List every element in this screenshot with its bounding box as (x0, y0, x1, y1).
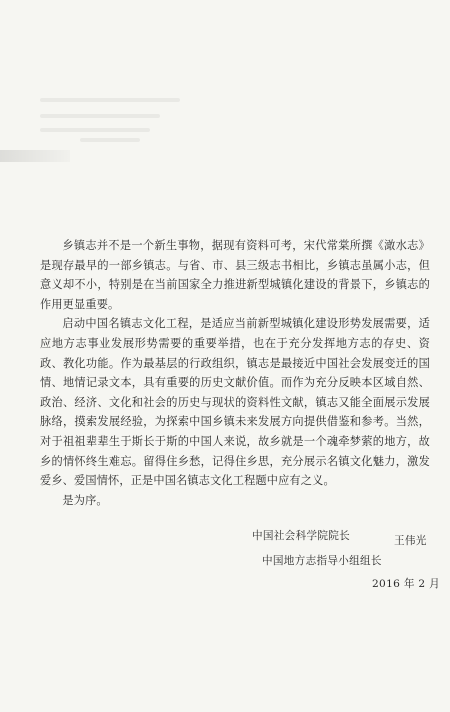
signature-date: 2016 年 2 月 (372, 578, 440, 590)
show-through-mark (40, 98, 180, 102)
preface-closing: 是为序。 (62, 493, 108, 507)
preface-paragraph-2: 启动中国名镇志文化工程，是适应当前新型城镇化建设形势发展需要，适应地方志事业发展形势需要的重要举措，也在于充分发挥地方志的存史、资政、教化功能。作为最基层的行政组织，镇志是最接近中国社会发展变迁的国情、地情记录文本，具有重要的历史文献价值。而作为充分反映本区域自然、政治、经济、文化和社会的历史与现状的资料性文献，镇志又能全面展示发展脉络，摸索发展经验，为探索中国乡镇未来发展方向提供借鉴和参考。当然，对于祖祖辈辈生于斯长于斯的中国人来说，故乡就是一个魂牵梦萦的地方，故乡的情怀终生难忘。留得住乡愁，记得住乡思，充分展示名镇文化魅力，激发爱乡、爱国情怀，正是中国名镇志文化工程题中应有之义。 (40, 317, 430, 488)
signature-name: 王伟光 (394, 535, 427, 547)
preface-body (40, 236, 430, 510)
signature-title-2: 中国地方志指导小组组长 (262, 555, 382, 567)
show-through-heading (0, 150, 70, 162)
signature-title-1: 中国社会科学院院长 (252, 530, 351, 542)
show-through-mark (80, 138, 140, 142)
show-through-mark (40, 128, 150, 132)
preface-paragraph-1: 乡镇志并不是一个新生事物，据现有资料可考，宋代常棠所撰《澉水志》是现存最早的一部乡镇志。与省、市、县三级志书相比，乡镇志虽属小志，但意义却不小，特别是在当前国家全力推进新型城镇化建设的背景下，乡镇志的作用更显重要。 (40, 239, 430, 311)
show-through-mark (40, 114, 160, 118)
